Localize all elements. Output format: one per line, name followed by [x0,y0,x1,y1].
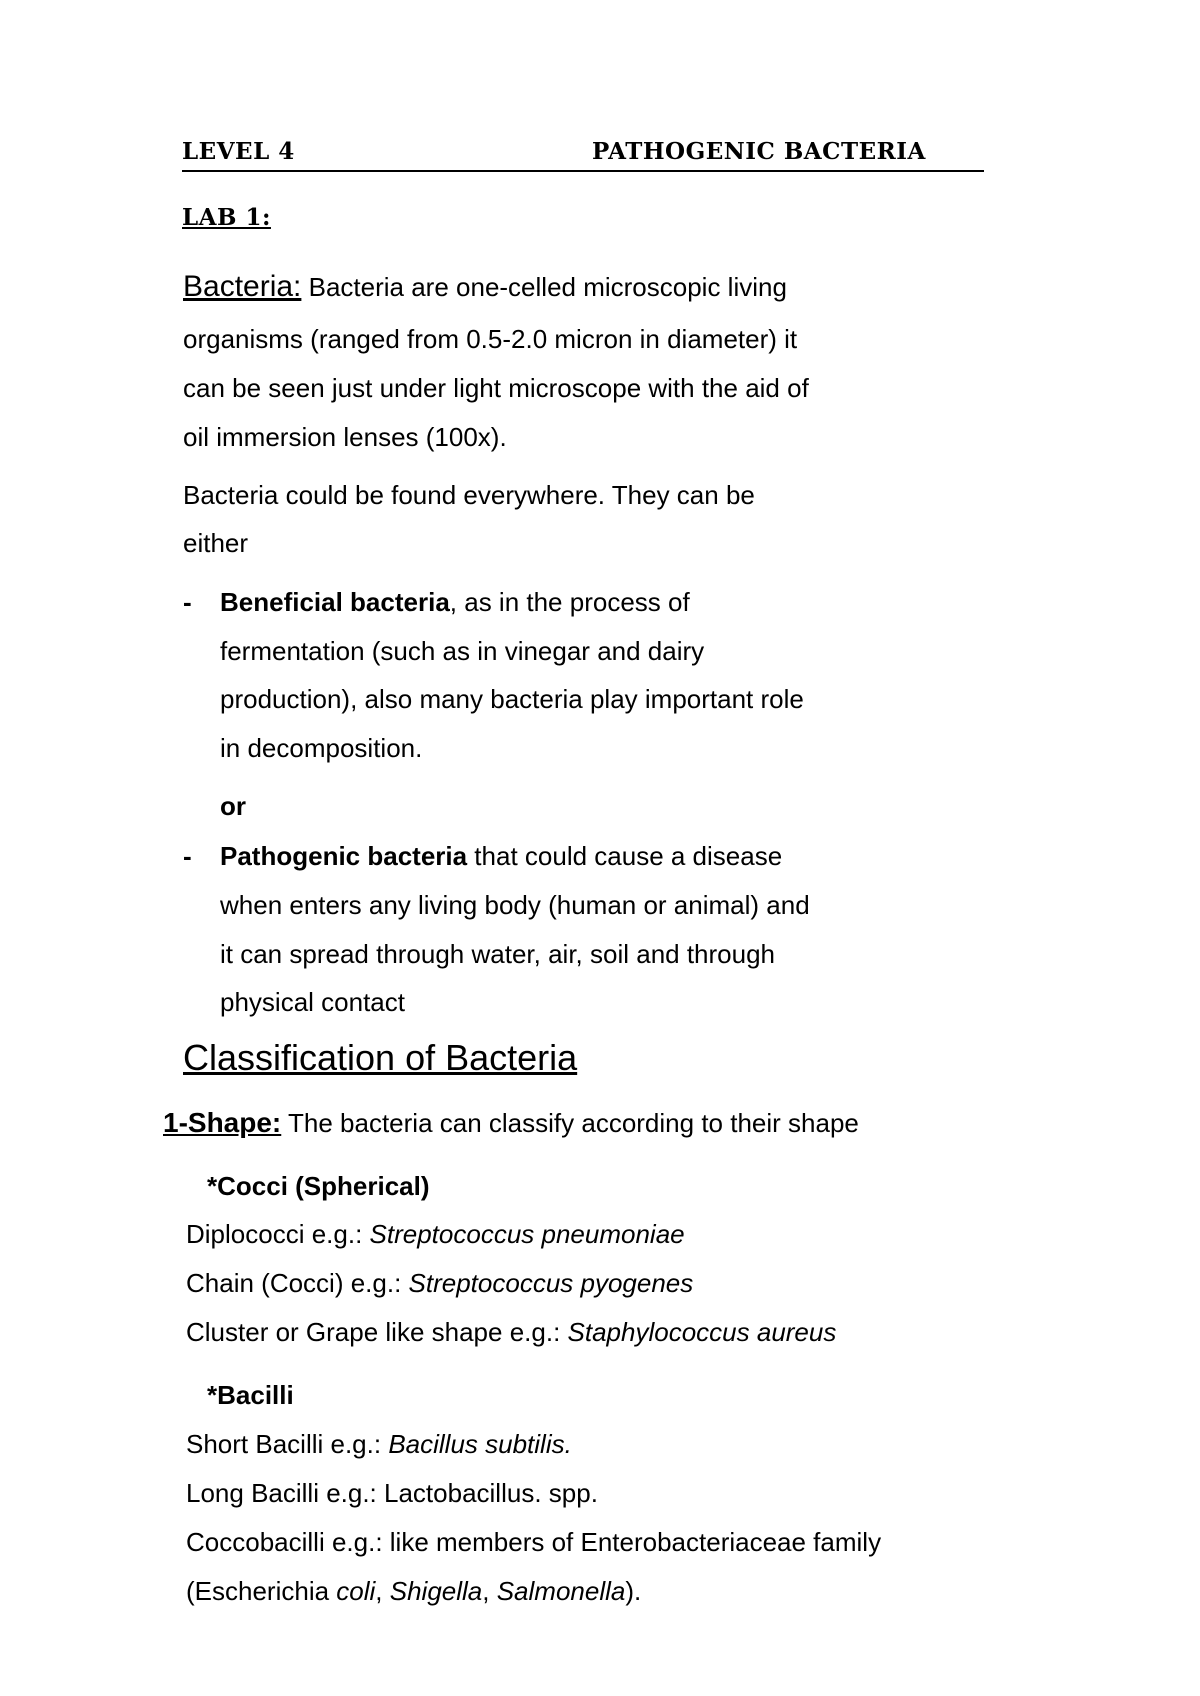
pathogenic-line: it can spread through water, air, soil and through [220,939,776,969]
beneficial-line: in decomposition. [220,733,423,763]
beneficial-line: fermentation (such as in vinegar and dairy [220,636,705,666]
bacilli-item: Coccobacilli e.g.: like members of Enterobacteriaceae family [186,1527,882,1557]
bacilli-item: (Escherichia coli, Shigella, Salmonella). [186,1576,642,1606]
bacilli-heading: *Bacilli [207,1380,294,1410]
level-label: LEVEL 4 [182,138,295,165]
or-connector: or [220,791,246,821]
bacilli-item: Long Bacilli e.g.: Lactobacillus. spp. [186,1478,598,1508]
shape-title: 1-Shape: [163,1107,282,1138]
classification-heading: Classification of Bacteria [183,1037,578,1078]
cocci-item: Chain (Cocci) e.g.: Streptococcus pyogenes [186,1268,694,1298]
beneficial-line: production), also many bacteria play important role [220,684,804,714]
beneficial-term: Beneficial bacteria [220,587,450,617]
pathogenic-line: when enters any living body (human or animal) and [220,890,810,920]
shape-line: 1-Shape: The bacteria can classify according to their shape [163,1107,859,1138]
cocci-heading: *Cocci (Spherical) [207,1171,430,1201]
bacteria-line: either [183,528,249,558]
pathogenic-line: physical contact [220,987,405,1017]
page-header [182,138,984,172]
course-title: PATHOGENIC BACTERIA [592,138,926,165]
bacteria-line: can be seen just under light microscope with the aid of [183,373,809,403]
lab-title: LAB 1: [182,204,271,231]
bacteria-line: Bacteria could be found everywhere. They can be [183,480,755,510]
bacilli-item: Short Bacilli e.g.: Bacillus subtilis. [186,1429,572,1459]
bacteria-definition-line: Bacteria: Bacteria are one-celled microscopic living [183,270,787,303]
cocci-item: Cluster or Grape like shape e.g.: Staphylococcus aureus [186,1317,837,1347]
pathogenic-term: Pathogenic bacteria [220,841,468,871]
bacteria-term: Bacteria: [183,270,302,303]
cocci-item: Diplococci e.g.: Streptococcus pneumoniae [186,1219,685,1249]
list-bullet: - [183,587,192,617]
bacteria-line: organisms (ranged from 0.5-2.0 micron in diameter) it [183,324,798,354]
pathogenic-line: Pathogenic bacteria that could cause a disease [220,841,783,871]
bacteria-line: oil immersion lenses (100x). [183,422,507,452]
beneficial-line: Beneficial bacteria, as in the process of [220,587,690,617]
list-bullet: - [183,841,192,871]
